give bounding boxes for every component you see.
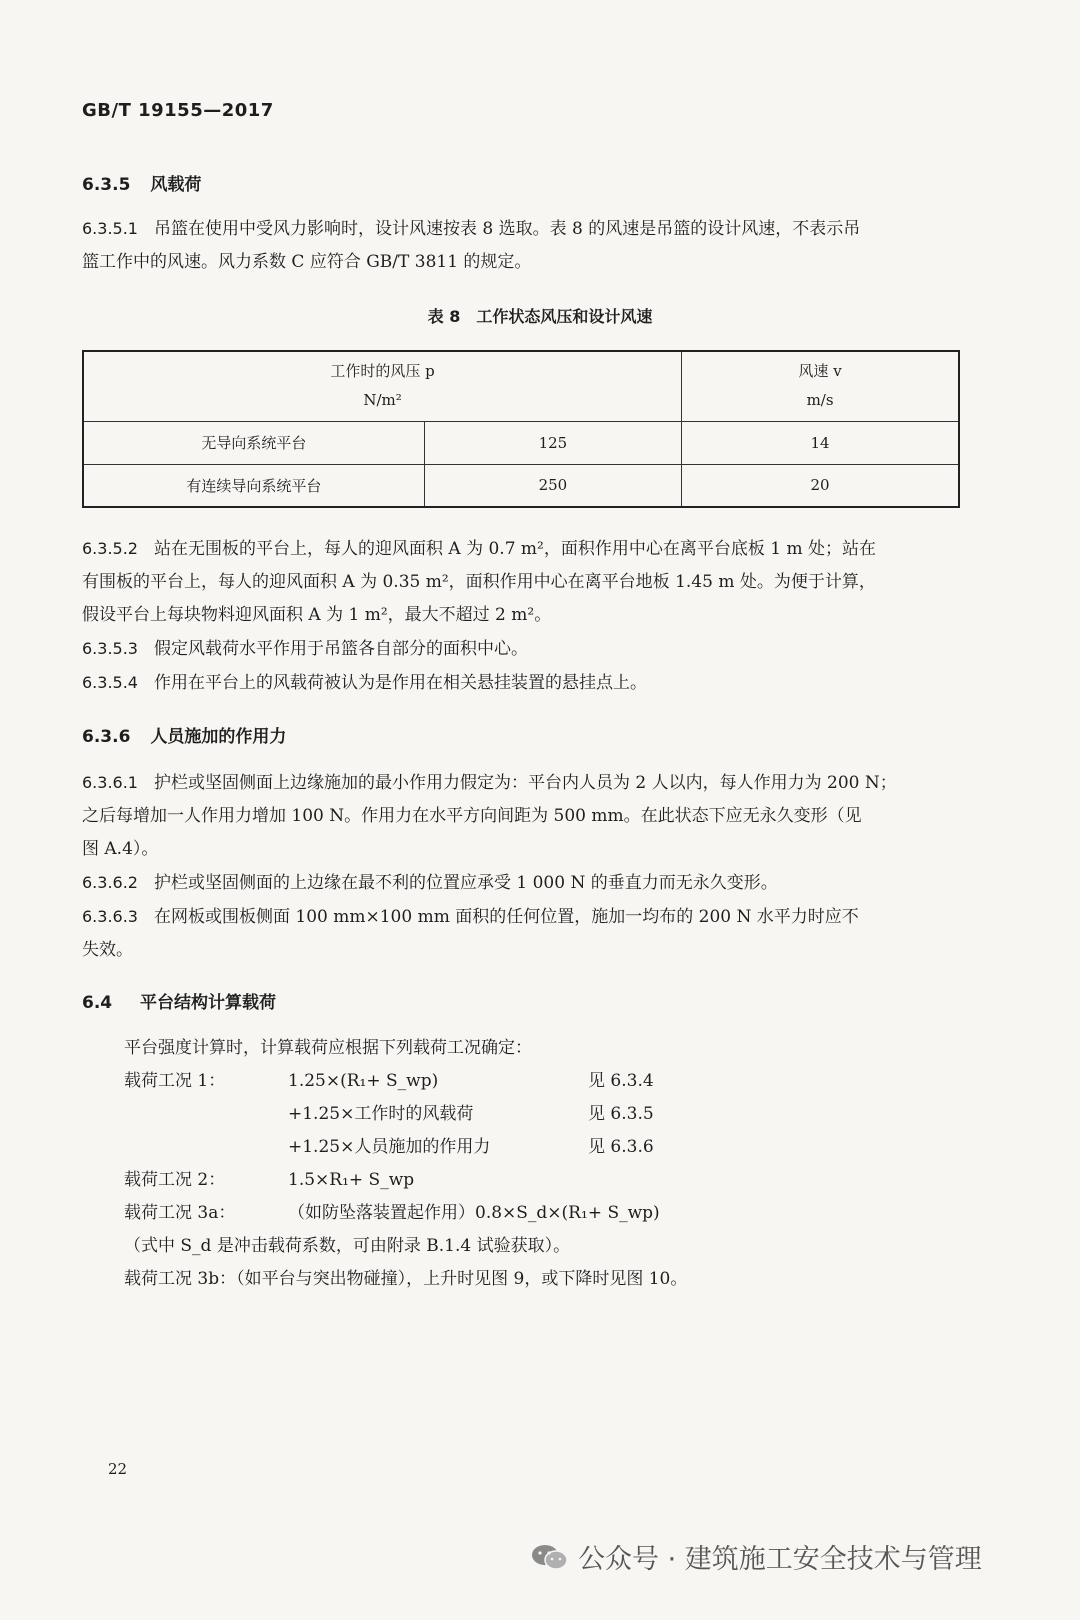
reference: 见 6.3.6 (588, 1137, 654, 1157)
header-unit: N/m² (363, 391, 402, 410)
paragraph-line: 失效。 (82, 940, 133, 960)
table-row (83, 464, 959, 507)
clause-number: 6.3.6.1 (82, 773, 138, 792)
paragraph-line: 有围板的平台上，每人的迎风面积 A 为 0.35 m²，面积作用中心在离平台地板 1.45 m 处。为便于计算， (82, 572, 876, 592)
table-row (83, 421, 959, 464)
case-label: 载荷工况 3a： (124, 1203, 236, 1223)
formula-note: （式中 S_d 是冲击载荷系数，可由附录 B.1.4 试验获取）。 (124, 1236, 571, 1256)
load-case-1-line-2 (124, 1098, 964, 1131)
paragraph-line: 假定风载荷水平作用于吊篮各自部分的面积中心。 (153, 639, 528, 659)
section-number: 6.4 (82, 993, 113, 1013)
clause-number: 6.3.5.1 (82, 219, 138, 238)
reference: 见 6.3.4 (588, 1071, 654, 1091)
table-header-row (83, 351, 959, 421)
section-number: 6.3.5 (82, 175, 131, 195)
load-intro: 平台强度计算时，计算载荷应根据下列载荷工况确定： (124, 1038, 532, 1058)
paragraph-line: 假设平台上每块物料迎风面积 A 为 1 m²，最大不超过 2 m²。 (82, 605, 552, 625)
case-label: 载荷工况 2： (124, 1170, 226, 1190)
speed-header (682, 351, 959, 421)
paragraph-6-3-6 (82, 766, 962, 967)
watermark (530, 1537, 982, 1576)
clause-number: 6.3.5.2 (82, 539, 138, 558)
load-case-1-line-3 (124, 1131, 964, 1164)
formula: 1.25×(R₁+ S_wp) (288, 1071, 439, 1091)
paragraph-line: 站在无围板的平台上，每人的迎风面积 A 为 0.7 m²，面积作用中心在离平台底板 1 m 处；站在 (153, 539, 876, 559)
speed-cell: 14 (682, 421, 959, 464)
paragraph-line: 图 A.4）。 (82, 839, 159, 859)
formula: 1.5×R₁+ S_wp (288, 1170, 415, 1190)
row-label: 有连续导向系统平台 (83, 464, 424, 507)
section-number: 6.3.6 (82, 727, 131, 747)
reference: 见 6.3.5 (588, 1104, 654, 1124)
pressure-cell: 250 (424, 464, 681, 507)
case-label: 载荷工况 1： (124, 1071, 226, 1091)
section-heading-6-4 (82, 988, 276, 1013)
clause-number: 6.3.5.3 (82, 639, 138, 658)
wind-table (82, 350, 960, 508)
formula: （如防坠落装置起作用）0.8×S_d×(R₁+ S_wp) (288, 1203, 660, 1223)
formula: +1.25×工作时的风载荷 (288, 1104, 474, 1124)
paragraph-line: 作用在平台上的风载荷被认为是作用在相关悬挂装置的悬挂点上。 (153, 673, 647, 693)
load-case-2 (124, 1164, 964, 1197)
table-caption: 表 8 工作状态风压和设计风速 (427, 307, 653, 326)
section-title: 平台结构计算载荷 (140, 993, 277, 1013)
paragraph-line: 在网板或围板侧面 100 mm×100 mm 面积的任何位置，施加一均布的 200 N 水平力时应不 (153, 907, 859, 927)
load-cases (124, 1032, 964, 1296)
load-case-3a (124, 1197, 964, 1230)
paragraph-line: 护栏或坚固侧面上边缘施加的最小作用力假定为：平台内人员为 2 人以内，每人作用力为 200 N； (153, 773, 897, 793)
section-heading-6-3-6 (82, 722, 286, 747)
paragraph-6-3-5-2 (82, 532, 962, 700)
paragraph-6-3-5-1 (82, 212, 962, 279)
paragraph-line: 护栏或坚固侧面的上边缘在最不利的位置应承受 1 000 N 的垂直力而无永久变形。 (153, 873, 778, 893)
pressure-cell: 125 (424, 421, 681, 464)
clause-number: 6.3.5.4 (82, 673, 138, 692)
row-label: 无导向系统平台 (83, 421, 424, 464)
header-unit: m/s (806, 391, 834, 410)
document-id: GB/T 19155—2017 (82, 100, 274, 121)
pressure-header (83, 351, 682, 421)
section-title: 人员施加的作用力 (150, 727, 287, 747)
watermark-text: 公众号 · 建筑施工安全技术与管理 (578, 1544, 982, 1575)
formula: +1.25×人员施加的作用力 (288, 1137, 491, 1157)
load-case-1-line-1 (124, 1065, 964, 1098)
page-number: 22 (108, 1460, 128, 1478)
paragraph-line: 吊篮在使用中受风力影响时，设计风速按表 8 选取。表 8 的风速是吊篮的设计风速，不表示吊 (153, 219, 861, 239)
header-line: 风速 v (798, 362, 842, 381)
speed-cell: 20 (682, 464, 959, 507)
clause-number: 6.3.6.2 (82, 873, 138, 892)
paragraph-line: 之后每增加一人作用力增加 100 N。作用力在水平方向间距为 500 mm。在此状态下应无永久变形（见 (82, 806, 862, 826)
header-line: 工作时的风压 p (330, 362, 435, 381)
wechat-icon (530, 1542, 570, 1572)
load-case-3b: 载荷工况 3b：（如平台与突出物碰撞），上升时见图 9，或下降时见图 10。 (124, 1269, 688, 1289)
section-title: 风载荷 (150, 175, 202, 195)
clause-number: 6.3.6.3 (82, 907, 138, 926)
paragraph-line: 篮工作中的风速。风力系数 C 应符合 GB/T 3811 的规定。 (82, 252, 532, 272)
section-heading-6-3-5 (82, 170, 201, 195)
